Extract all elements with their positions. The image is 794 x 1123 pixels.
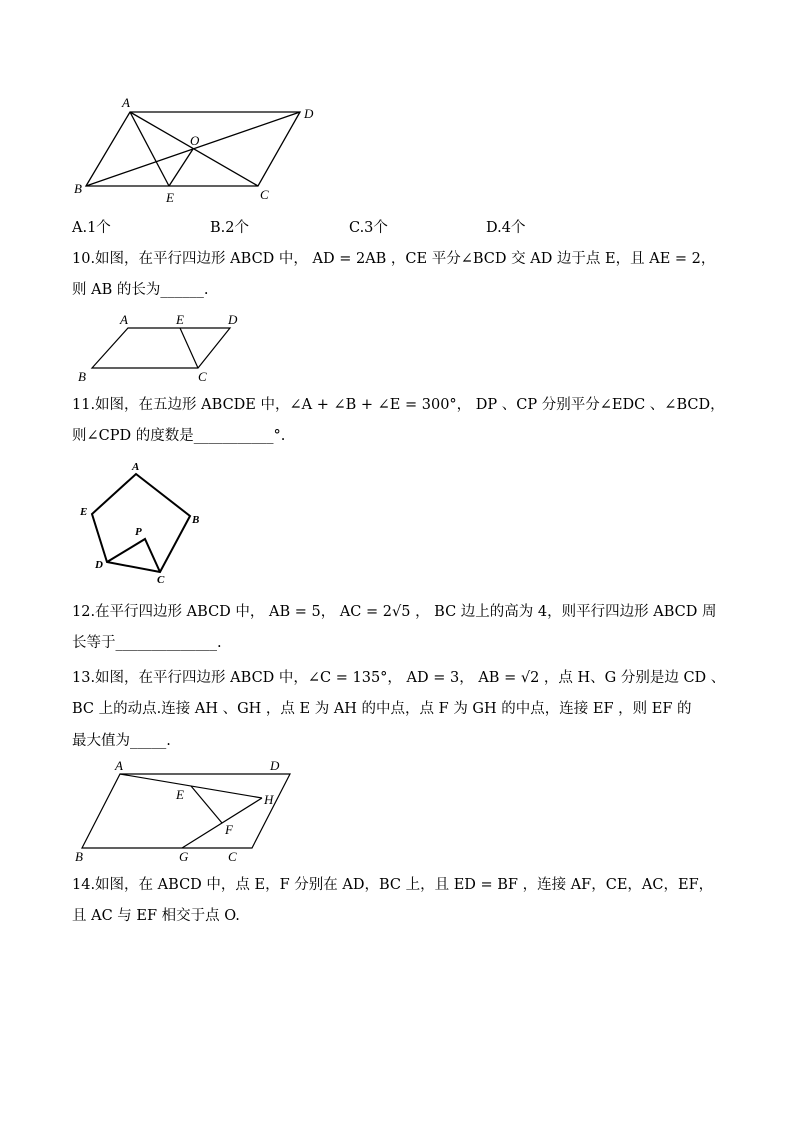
q9-option-d: D.4个 [486, 220, 526, 236]
fig9-label-a: A [122, 95, 130, 110]
q12-line2: 长等于______________. [72, 635, 222, 651]
fig13-label-a: A [115, 758, 123, 773]
q12-line1: 12.在平行四边形 ABCD 中， AB = 5， AC = 2√5 ， BC 边上的高为 4，则平行四边形 ABCD 周 [72, 604, 717, 620]
q11-line1: 11.如图，在五边形 ABCDE 中，∠A + ∠B + ∠E = 300°， DP 、CP 分别平分∠EDC 、∠BCD， [72, 397, 725, 413]
fig11-label-a: A [132, 461, 140, 473]
q13-line1: 13.如图，在平行四边形 ABCD 中，∠C = 135°， AD = 3， AB = √2 ，点 H、G 分别是边 CD 、 [72, 670, 726, 686]
q13-line3: 最大值为_____. [72, 733, 171, 749]
fig11-label-c: C [157, 574, 165, 585]
fig11-label-b: B [192, 514, 200, 526]
q14-line1: 14.如图，在 ABCD 中，点 E，F 分别在 AD，BC 上，且 ED = BF ，连接 AF，CE，AC，EF， [72, 877, 714, 893]
fig11-label-d: D [95, 559, 103, 571]
fig9-label-b: B [74, 181, 82, 196]
fig13-label-e: E [176, 787, 184, 802]
fig9-label-o: O [190, 133, 200, 148]
figure-q9-parallelogram [70, 95, 330, 210]
fig13-label-c: C [228, 849, 237, 864]
fig9-label-c: C [260, 187, 269, 202]
fig9-label-e: E [166, 190, 174, 205]
fig13-label-g: G [179, 849, 189, 864]
fig10-label-a: A [120, 312, 128, 327]
figure-q10-parallelogram [70, 310, 250, 385]
q10-line2: 则 AB 的长为______. [72, 282, 209, 298]
fig10-label-c: C [198, 369, 207, 384]
fig13-label-f: F [225, 822, 233, 837]
fig13-label-b: B [75, 849, 83, 864]
fig13-label-d: D [270, 758, 280, 773]
fig13-label-h: H [264, 792, 274, 807]
figure-q11-pentagon [70, 455, 220, 585]
q9-option-c: C.3个 [349, 220, 388, 236]
q14-line2: 且 AC 与 EF 相交于点 O. [72, 908, 240, 924]
fig10-label-d: D [228, 312, 238, 327]
q9-option-a: A.1个 [72, 220, 111, 236]
q11-line2: 则∠CPD 的度数是___________°. [72, 428, 286, 444]
q13-line2: BC 上的动点.连接 AH 、GH ，点 E 为 AH 的中点，点 F 为 GH 的中点，连接 EF ，则 EF 的 [72, 701, 692, 717]
q10-line1: 10.如图，在平行四边形 ABCD 中， AD = 2AB ，CE 平分∠BCD 交 AD 边于点 E，且 AE = 2， [72, 251, 716, 267]
fig11-label-e: E [80, 506, 88, 518]
figure-q13-parallelogram [70, 755, 300, 870]
fig11-label-p: P [135, 526, 142, 538]
fig10-label-e: E [176, 312, 184, 327]
fig10-label-b: B [78, 369, 86, 384]
fig9-label-d: D [304, 106, 314, 121]
q9-option-b: B.2个 [210, 220, 249, 236]
